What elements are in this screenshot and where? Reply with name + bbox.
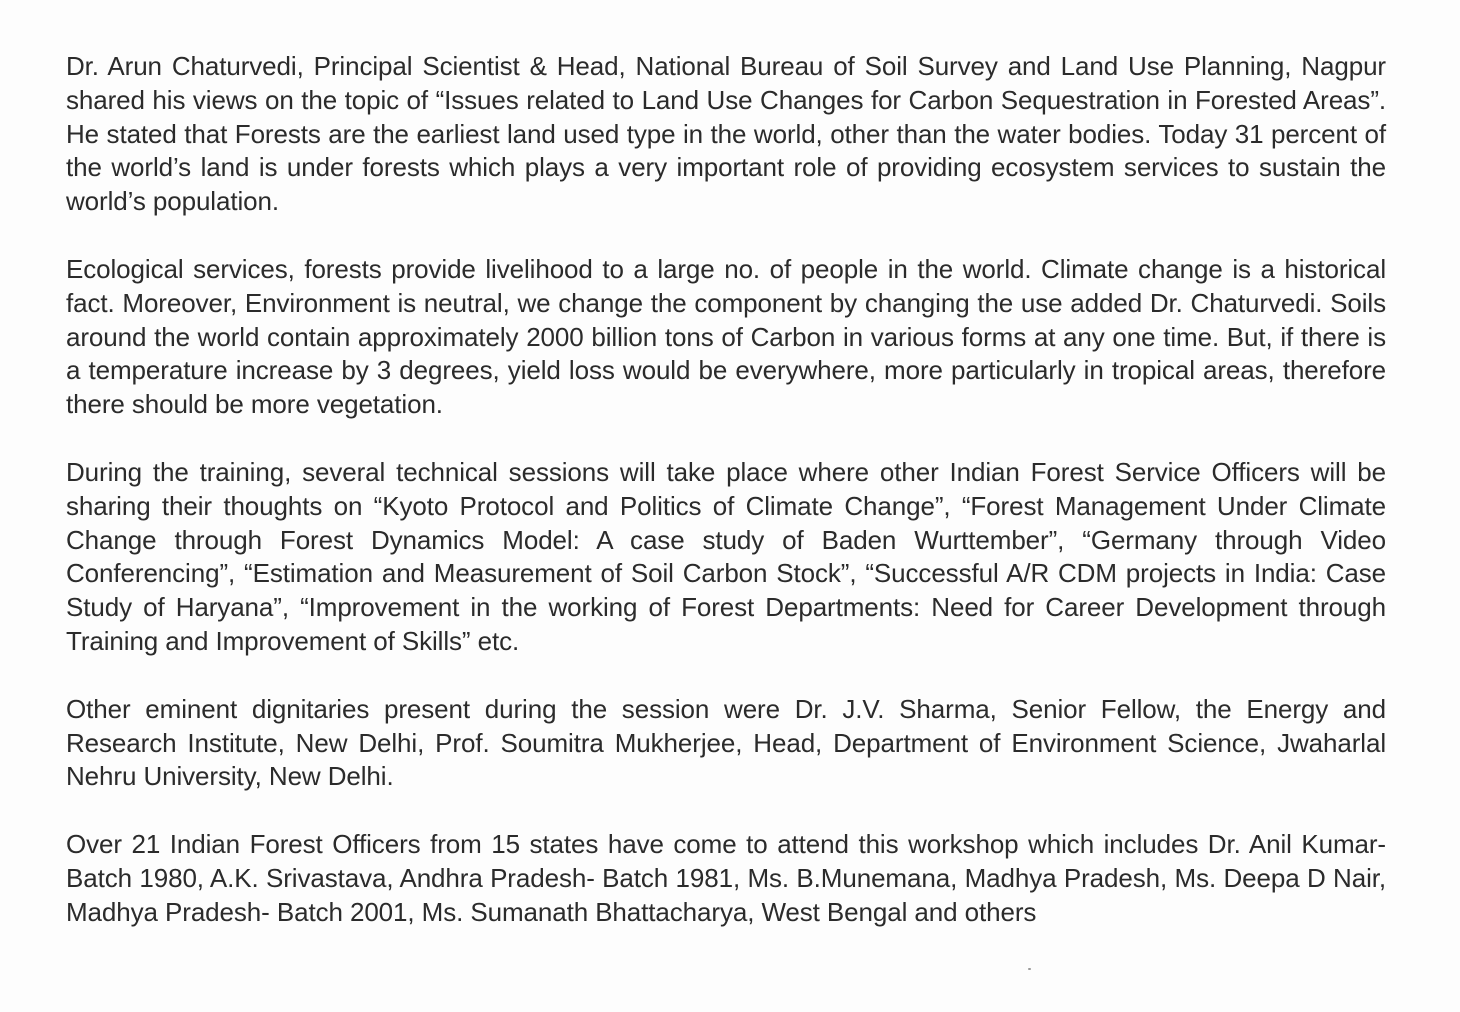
paragraph-chaturvedi-views: Dr. Arun Chaturvedi, Principal Scientist & Head, National Bureau of Soil Survey and Land Use Planning, Nagpur shared his views on the topic of “Issues related to Land Use Changes for Carbon Sequestration in Forested Areas”. He stated that Forests are the earliest land used type in the world, other than the water bodies. Today 31 percent of the world’s land is under forests which plays a very important role of providing ecosystem services to sustain the world’s population. — [66, 51, 1386, 217]
paragraph-ecological-services: Ecological services, forests provide livelihood to a large no. of people in the world. Climate change is a historical fact. Moreover, Environment is neutral, we change the component by changing the use added Dr. Chaturvedi. Soils around the world contain approximately 2000 billion tons of Carbon in various forms at any one time. But, if there is a temperature increase by 3 degrees, yield loss would be everywhere, more particularly in tropical areas, therefore there should be more vegetation. — [66, 253, 1386, 420]
scan-speck — [1028, 968, 1031, 970]
paragraph-technical-sessions: During the training, several technical sessions will take place where other Indian Forest Service Officers will be sharing their thoughts on “Kyoto Protocol and Politics of Climate Change”, “Forest Management Under Climate Change through Forest Dynamics Model: A case study of Baden Wurttember”, “Germany through Video Conferencing”, “Estimation and Measurement of Soil Carbon Stock”, “Successful A/R CDM projects in India: Case Study of Haryana”, “Improvement in the working of Forest Departments: Need for Career Development through Training and Improvement of Skills” etc. — [66, 456, 1386, 656]
paragraph-attending-officers: Over 21 Indian Forest Officers from 15 states have come to attend this workshop which includes Dr. Anil Kumar- Batch 1980, A.K. Srivastava, Andhra Pradesh- Batch 1981, Ms. B.Munemana, Madhya Pradesh, Ms. Deepa D Nair, Madhya Pradesh- Batch 2001, Ms. Sumanath Bhattacharya, West Bengal and others — [66, 829, 1386, 927]
document-body — [66, 50, 1386, 930]
paragraph-dignitaries: Other eminent dignitaries present during the session were Dr. J.V. Sharma, Senior Fellow, the Energy and Research Institute, New Delhi, Prof. Soumitra Mukherjee, Head, Department of Environment Science, Jwaharlal Nehru University, New Delhi. — [66, 693, 1386, 792]
